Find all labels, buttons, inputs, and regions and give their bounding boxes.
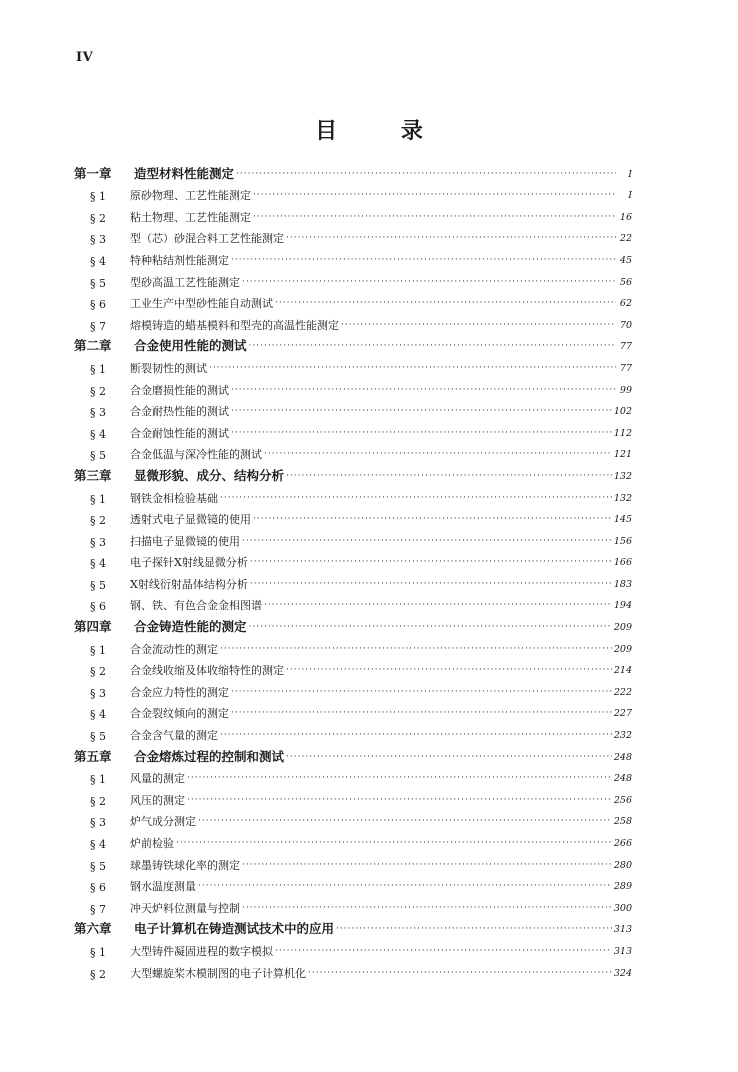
section-page: 70 — [619, 319, 632, 331]
section-title: 钢水温度测量 — [130, 880, 196, 894]
toc-section — [74, 657, 632, 679]
leader-dots — [275, 947, 612, 959]
section-title: 原砂物理、工艺性能测定 — [130, 189, 251, 203]
toc-section — [74, 873, 632, 895]
chapter-title: 造型材料性能测定 — [134, 165, 235, 181]
toc-section — [74, 290, 632, 312]
toc-section — [74, 484, 632, 506]
leader-dots — [220, 494, 612, 506]
section-number: § 7 — [90, 319, 106, 333]
chapter-number: 第四章 — [74, 619, 112, 635]
toc-section — [74, 829, 632, 851]
section-number: § 3 — [90, 535, 106, 549]
section-title: 球墨铸铁球化率的测定 — [130, 858, 240, 872]
section-page: 102 — [613, 406, 632, 418]
section-number: § 5 — [90, 578, 106, 592]
section-number: § 1 — [90, 492, 106, 506]
leader-dots — [231, 429, 612, 441]
leader-dots — [220, 731, 612, 743]
section-number: § 5 — [90, 276, 106, 290]
toc-section — [74, 808, 632, 830]
toc-section — [74, 894, 632, 916]
chapter-title: 合金铸造性能的测定 — [134, 619, 247, 635]
section-page: 145 — [613, 514, 632, 526]
leader-dots — [341, 321, 616, 333]
leader-dots — [220, 645, 612, 657]
toc-section — [74, 506, 632, 528]
section-title: 粘土物理、工艺性能测定 — [130, 210, 251, 224]
section-number: § 2 — [90, 665, 106, 679]
section-page: 266 — [613, 838, 632, 849]
chapter-page: 313 — [613, 924, 632, 936]
leader-dots — [264, 601, 612, 613]
leader-dots — [253, 213, 616, 225]
leader-dots — [242, 278, 616, 290]
leader-dots — [231, 407, 612, 419]
section-title: 炉气成分测定 — [130, 815, 196, 829]
section-page: 121 — [613, 449, 632, 461]
leader-dots — [187, 796, 612, 808]
chapter-number: 第五章 — [74, 748, 112, 764]
leader-dots — [336, 925, 612, 937]
chapter-title: 显微形貌、成分、结构分析 — [134, 467, 285, 483]
leader-dots — [231, 386, 616, 398]
section-page: 56 — [619, 276, 632, 288]
toc-section — [74, 246, 632, 268]
table-of-contents — [74, 160, 632, 981]
section-title: 特种粘结剂性能测定 — [130, 253, 229, 267]
chapter-number: 第三章 — [74, 467, 112, 483]
chapter-title: 合金熔炼过程的控制和测试 — [134, 748, 285, 764]
section-page: 258 — [613, 816, 632, 828]
section-number: § 2 — [90, 211, 106, 225]
toc-section — [74, 592, 632, 614]
section-number: § 5 — [90, 730, 106, 744]
leader-dots — [198, 817, 612, 829]
section-title: 合金流动性的测定 — [130, 642, 218, 656]
section-title: 大型铸件凝固进程的数字模拟 — [130, 944, 273, 958]
leader-dots — [242, 861, 612, 873]
chapter-title: 合金使用性能的测试 — [134, 338, 247, 354]
leader-dots — [250, 580, 612, 592]
toc-section — [74, 721, 632, 743]
toc-chapter — [74, 613, 632, 635]
section-page: 22 — [619, 233, 632, 245]
section-number: § 4 — [90, 557, 106, 571]
leader-dots — [231, 256, 616, 268]
section-title: 断裂韧性的测试 — [130, 361, 207, 375]
toc-section — [74, 203, 632, 225]
section-title: 型（芯）砂混合料工艺性能测定 — [130, 232, 284, 246]
section-number: § 3 — [90, 233, 106, 247]
section-page: 232 — [613, 730, 632, 742]
section-number: § 2 — [90, 794, 106, 808]
toc-section — [74, 765, 632, 787]
section-page: 214 — [613, 665, 632, 677]
section-page: 248 — [613, 773, 632, 785]
leader-dots — [176, 839, 612, 851]
toc-section — [74, 851, 632, 873]
section-number: § 1 — [90, 643, 106, 657]
section-title: 风压的测定 — [130, 793, 185, 807]
toc-section — [74, 354, 632, 376]
section-title: 扫描电子显微镜的使用 — [130, 534, 240, 548]
section-title: 钢、铁、有色合金金相图谱 — [130, 599, 262, 613]
section-number: § 7 — [90, 902, 106, 916]
section-title: 型砂高温工艺性能测定 — [130, 275, 240, 289]
chapter-page: 248 — [613, 751, 632, 763]
toc-section — [74, 225, 632, 247]
chapter-page: I — [628, 168, 632, 180]
toc-chapter — [74, 462, 632, 484]
section-page: 194 — [613, 600, 632, 612]
leader-dots — [249, 342, 616, 354]
section-page: 222 — [613, 686, 632, 698]
leader-dots — [286, 472, 612, 484]
leader-dots — [249, 623, 612, 635]
section-page: 256 — [613, 794, 632, 806]
leader-dots — [253, 191, 616, 203]
section-number: § 6 — [90, 881, 106, 895]
section-page: 112 — [613, 427, 632, 439]
section-title: 合金线收缩及体收缩特性的测定 — [130, 664, 284, 678]
section-title: 钢铁金相检验基础 — [130, 491, 218, 505]
page-number: IV — [76, 50, 94, 65]
chapter-number: 第二章 — [74, 338, 112, 354]
section-number: § 5 — [90, 859, 106, 873]
leader-dots — [286, 753, 612, 765]
toc-section — [74, 959, 632, 981]
leader-dots — [236, 170, 616, 182]
toc-section — [74, 311, 632, 333]
section-page: 324 — [613, 967, 632, 979]
toc-section — [74, 937, 632, 959]
section-number: § 2 — [90, 514, 106, 528]
leader-dots — [242, 537, 612, 549]
section-number: § 6 — [90, 298, 106, 312]
section-title: 合金裂纹倾向的测定 — [130, 707, 229, 721]
toc-section — [74, 419, 632, 441]
section-number: § 4 — [90, 838, 106, 851]
leader-dots — [250, 558, 612, 570]
chapter-number: 第一章 — [74, 165, 112, 181]
section-number: § 3 — [90, 406, 106, 420]
leader-dots — [231, 709, 612, 721]
section-number: § 1 — [90, 773, 106, 787]
section-page: 313 — [613, 945, 632, 957]
section-number: § 4 — [90, 254, 106, 268]
toc-section — [74, 398, 632, 420]
toc-section — [74, 376, 632, 398]
section-number: § 2 — [90, 967, 106, 981]
leader-dots — [275, 299, 616, 311]
section-page: 280 — [613, 859, 632, 871]
section-number: § 1 — [90, 945, 106, 959]
section-title: 合金磨损性能的测试 — [130, 383, 229, 397]
section-page: 289 — [613, 881, 632, 893]
toc-chapter — [74, 743, 632, 765]
leader-dots — [264, 450, 612, 462]
section-title: 大型螺旋桨木模制图的电子计算机化 — [130, 966, 306, 980]
section-title: 合金耐热性能的测试 — [130, 405, 229, 419]
section-title: 合金低温与深冷性能的测试 — [130, 448, 262, 462]
chapter-page: 132 — [613, 470, 632, 482]
toc-section — [74, 678, 632, 700]
leader-dots — [253, 515, 612, 527]
section-number: § 6 — [90, 600, 106, 614]
leader-dots — [231, 688, 612, 700]
toc-section — [74, 570, 632, 592]
section-page: 156 — [613, 535, 632, 547]
section-page: 16 — [619, 211, 632, 223]
section-title: X射线衍射晶体结构分析 — [130, 577, 248, 591]
section-title: 电子探针X射线显微分析 — [130, 556, 248, 570]
section-page: 132 — [613, 492, 632, 504]
chapter-title: 电子计算机在铸造测试技术中的应用 — [134, 921, 335, 937]
section-title: 合金应力特性的测定 — [130, 685, 229, 699]
section-page: 300 — [613, 902, 632, 914]
section-title: 冲天炉料位测量与控制 — [130, 901, 240, 915]
section-title: 透射式电子显微镜的使用 — [130, 513, 251, 527]
section-page: 183 — [613, 578, 632, 590]
page-title: 目 录 — [315, 118, 451, 144]
toc-section — [74, 549, 632, 571]
leader-dots — [308, 969, 612, 981]
leader-dots — [209, 364, 616, 376]
chapter-page: 209 — [613, 622, 632, 634]
chapter-page: 77 — [619, 341, 632, 353]
toc-section — [74, 700, 632, 722]
section-title: 风量的测定 — [130, 772, 185, 786]
section-title: 合金耐蚀性能的测试 — [130, 426, 229, 440]
toc-section — [74, 182, 632, 204]
toc-chapter — [74, 160, 632, 182]
section-number: § 2 — [90, 384, 106, 398]
section-page: I — [628, 190, 632, 202]
section-page: 99 — [619, 384, 632, 396]
section-title: 工业生产中型砂性能自动测试 — [130, 297, 273, 311]
section-number: § 4 — [90, 708, 106, 722]
leader-dots — [187, 774, 612, 786]
section-number: § 4 — [90, 427, 106, 441]
section-number: § 5 — [90, 449, 106, 463]
toc-section — [74, 441, 632, 463]
section-page: 166 — [613, 557, 632, 569]
section-number: § 1 — [90, 190, 106, 204]
toc-chapter — [74, 916, 632, 938]
section-title: 熔模铸造的蜡基模料和型壳的高温性能测定 — [130, 318, 339, 332]
leader-dots — [286, 234, 616, 246]
section-page: 227 — [613, 708, 632, 720]
section-page: 45 — [619, 254, 632, 266]
leader-dots — [242, 904, 612, 916]
chapter-number: 第六章 — [74, 921, 112, 937]
section-number: § 3 — [90, 686, 106, 700]
section-number: § 3 — [90, 816, 106, 830]
toc-section — [74, 635, 632, 657]
section-title: 炉前检验 — [130, 837, 174, 850]
section-title: 合金含气量的测定 — [130, 729, 218, 743]
toc-section — [74, 527, 632, 549]
section-page: 62 — [619, 298, 632, 310]
leader-dots — [286, 666, 612, 678]
section-page: 209 — [613, 643, 632, 655]
toc-section — [74, 786, 632, 808]
section-number: § 1 — [90, 362, 106, 376]
toc-chapter — [74, 333, 632, 355]
toc-section — [74, 268, 632, 290]
section-page: 77 — [619, 362, 632, 374]
leader-dots — [198, 882, 612, 894]
